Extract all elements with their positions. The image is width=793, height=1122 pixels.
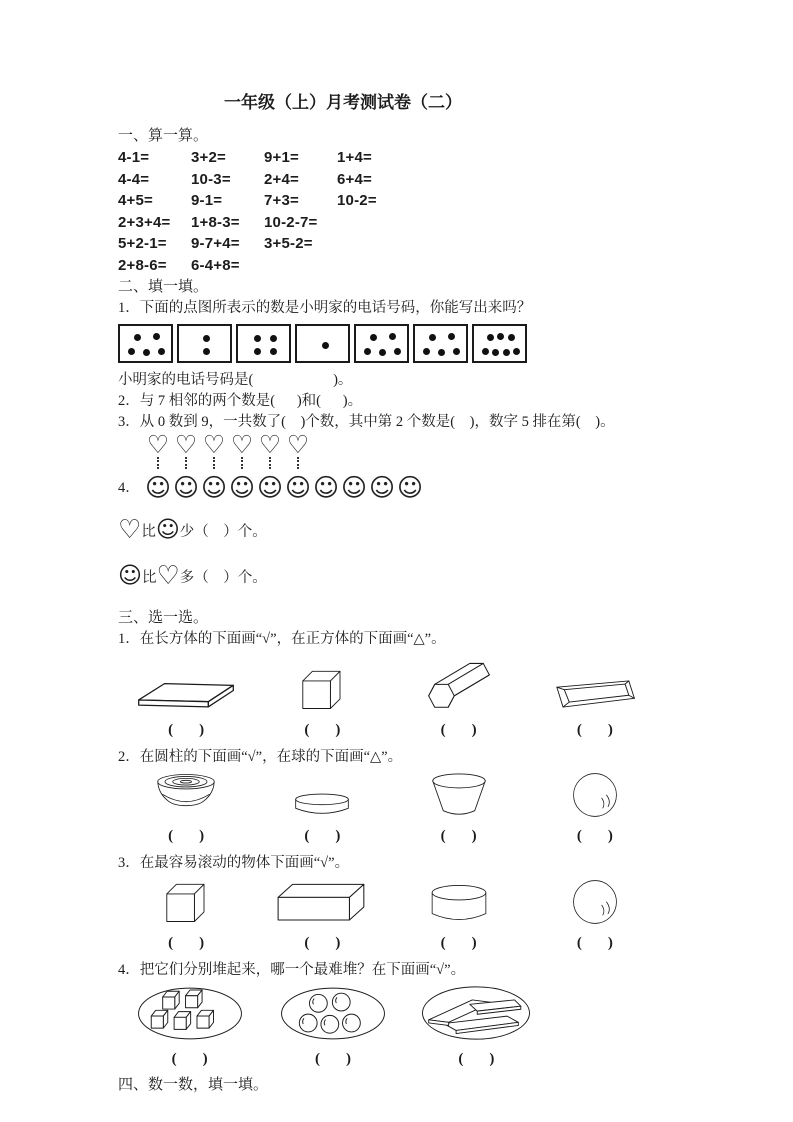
question-3-3-text: 3．在最容易滚动的物体下面画“√”。 — [118, 855, 350, 871]
heart-icon: ♡ — [118, 515, 142, 545]
equation: 10-3= — [191, 170, 231, 188]
paren-open: ( — [576, 828, 582, 844]
equation-row — [118, 147, 678, 169]
dot-card — [236, 324, 291, 363]
equation: 1+8-3= — [191, 213, 240, 231]
compare-line-2 — [118, 559, 678, 593]
heart-icon: ♡ — [156, 561, 180, 591]
dot — [438, 349, 445, 356]
section-4-heading: 四、数一数，填一填。 — [118, 1077, 269, 1093]
shape-cell — [527, 654, 663, 739]
boards-pile-figure — [420, 985, 532, 1041]
shape-cell — [118, 985, 261, 1068]
smiley-icon: ☺ — [172, 473, 200, 502]
shape-box — [572, 772, 618, 818]
heart-connector — [241, 457, 243, 469]
coil-tin-figure — [155, 772, 217, 818]
paren-close: ) — [335, 828, 341, 844]
smiley-icon: ☺ — [155, 517, 180, 543]
paren-close: ) — [335, 722, 341, 738]
question-3-2-text: 2．在圆柱的下面画“√”，在球的下面画“△”。 — [118, 749, 403, 765]
thin-slab-figure — [134, 669, 238, 712]
shape-box — [134, 654, 238, 712]
shape-cell — [254, 878, 390, 952]
dot — [370, 334, 377, 341]
paren-blank — [304, 934, 340, 952]
shape-cell — [254, 772, 390, 845]
smiley-icon: ☺ — [118, 563, 142, 589]
paren-close: ) — [335, 935, 341, 951]
dot — [270, 348, 277, 355]
equation-row — [118, 233, 678, 255]
question-2-1-text: 1．下面的点图所表示的数是小明家的电话号码，你能写出来吗？ — [118, 300, 532, 316]
compare-text: 多（ ）个。 — [179, 569, 267, 586]
dot — [394, 348, 401, 355]
dot — [497, 333, 504, 340]
dot-cards-row — [118, 324, 678, 364]
flat-cylinder-figure — [294, 793, 350, 818]
paren-open: ( — [168, 722, 174, 738]
paren-blank — [168, 934, 204, 952]
section-2-heading: 二、填一填。 — [118, 279, 209, 295]
paren-open: ( — [304, 828, 310, 844]
dot-card — [354, 324, 409, 363]
dot — [429, 334, 436, 341]
heart-connector — [213, 457, 215, 469]
heart-unit — [200, 430, 228, 469]
shape-cell — [391, 878, 527, 952]
shape-cell — [527, 878, 663, 952]
dot-card — [295, 324, 350, 363]
dot — [128, 348, 135, 355]
balls-pile-figure — [279, 986, 387, 1041]
hex-prism-figure — [423, 654, 495, 712]
equation: 10-2-7= — [264, 213, 318, 231]
compare-line-1 — [118, 513, 678, 547]
dot — [379, 349, 386, 356]
heart-icon: ♡ — [174, 430, 198, 459]
dot — [158, 348, 165, 355]
paren-close: ) — [607, 935, 613, 951]
dot — [513, 348, 520, 355]
paren-blank — [304, 721, 340, 739]
smiley-icon: ☺ — [256, 473, 284, 502]
shape-box — [430, 878, 488, 925]
dot — [453, 348, 460, 355]
dot-card — [472, 324, 527, 363]
shape-box — [431, 772, 487, 818]
paren-blank — [577, 827, 613, 845]
bucket-figure — [431, 773, 487, 818]
equation-row — [118, 169, 678, 191]
shape-box — [294, 772, 350, 818]
shape-cell — [405, 985, 548, 1068]
shape-cell — [118, 878, 254, 952]
shape-box — [162, 878, 210, 925]
equation: 5+2-1= — [118, 235, 167, 252]
paren-blank — [168, 721, 204, 739]
shape-cell — [391, 654, 527, 739]
smiley-icon: ☺ — [228, 473, 256, 502]
heart-icon: ♡ — [286, 430, 310, 459]
shape-row-4 — [118, 985, 548, 1068]
equation: 3+2= — [191, 149, 227, 166]
equation: 9-7+4= — [191, 235, 240, 252]
shape-box — [298, 654, 346, 712]
paren-blank — [315, 1050, 351, 1068]
shape-cell — [527, 772, 663, 845]
question-2-4-label: 4． — [118, 480, 140, 496]
heart-unit — [144, 430, 172, 469]
heart-connector — [297, 457, 299, 469]
frame-box-figure — [553, 676, 637, 712]
paren-open: ( — [168, 828, 174, 844]
paren-open: ( — [304, 722, 310, 738]
dot — [153, 333, 160, 340]
paren-blank — [577, 721, 613, 739]
paren-open: ( — [171, 1051, 177, 1067]
dot — [203, 335, 210, 342]
dot-card — [118, 324, 173, 363]
paren-open: ( — [576, 935, 582, 951]
dot — [487, 334, 494, 341]
ball-figure — [572, 879, 618, 925]
heart-unit — [172, 430, 200, 469]
dot-card — [177, 324, 232, 363]
cylinder-figure — [430, 884, 488, 925]
heart-icon: ♡ — [258, 430, 282, 459]
heart-icon: ♡ — [146, 430, 170, 459]
shape-box — [274, 878, 370, 925]
section-1-heading: 一、算一算。 — [118, 128, 209, 144]
dot — [423, 348, 430, 355]
dot — [503, 349, 510, 356]
smiley-icon: ☺ — [200, 473, 228, 502]
paren-close: ) — [199, 935, 205, 951]
cube-figure — [162, 879, 210, 925]
equation: 4-4= — [118, 170, 150, 188]
equation-row — [118, 255, 678, 277]
equation: 10-2= — [337, 192, 377, 209]
paren-blank — [304, 827, 340, 845]
paren-close: ) — [471, 828, 477, 844]
heart-unit — [256, 430, 284, 469]
equation: 6-4+8= — [191, 256, 240, 274]
compare-text: 少（ ）个。 — [179, 523, 267, 540]
smiley-icon: ☺ — [312, 473, 340, 502]
shape-row-2 — [118, 772, 663, 845]
paren-blank — [168, 827, 204, 845]
shape-cell — [391, 772, 527, 845]
equation: 3+5-2= — [264, 235, 313, 252]
paren-close: ) — [345, 1051, 351, 1067]
heart-unit — [284, 430, 312, 469]
paren-open: ( — [304, 935, 310, 951]
heart-icon: ♡ — [202, 430, 226, 459]
smileys-row — [118, 471, 678, 501]
equation: 7+3= — [264, 192, 300, 209]
dot — [364, 348, 371, 355]
dot — [448, 333, 455, 340]
shape-box — [420, 985, 532, 1041]
shape-box — [572, 878, 618, 925]
equation: 9-1= — [191, 192, 223, 209]
paren-close: ) — [199, 722, 205, 738]
shape-box — [423, 654, 495, 712]
compare-text: 比 — [141, 569, 157, 586]
shape-cell — [118, 654, 254, 739]
worksheet-content — [118, 88, 678, 1096]
equation: 6+4= — [337, 170, 373, 188]
smileys-group — [144, 475, 424, 501]
equation-row — [118, 212, 678, 234]
question-3-4-text: 4．把它们分别堆起来，哪一个最难堆？在下面画“√”。 — [118, 962, 466, 978]
equation: 1+4= — [337, 149, 373, 166]
smiley-icon: ☺ — [396, 473, 424, 502]
paren-open: ( — [168, 935, 174, 951]
equation: 2+3+4= — [118, 213, 171, 231]
dot — [134, 334, 141, 341]
paren-blank — [577, 934, 613, 952]
paren-open: ( — [314, 1051, 320, 1067]
cubes-pile-figure — [136, 986, 244, 1041]
dot — [203, 348, 210, 355]
paren-close: ) — [489, 1051, 495, 1067]
dot — [143, 349, 150, 356]
paren-close: ) — [471, 722, 477, 738]
shape-cell — [254, 654, 390, 739]
phone-answer-line: 小明家的电话号码是( )。 — [118, 372, 353, 388]
heart-icon: ♡ — [230, 430, 254, 459]
shape-cell — [261, 985, 404, 1068]
paren-close: ) — [471, 935, 477, 951]
page-title: 一年级（上）月考测试卷（二） — [224, 93, 462, 112]
dot — [254, 335, 261, 342]
equation: 2+4= — [264, 170, 300, 188]
smiley-icon: ☺ — [340, 473, 368, 502]
question-2-3-text: 3．从 0 数到 9，一共数了( )个数，其中第 2 个数是( )，数字 5 排在第( )。 — [118, 414, 615, 430]
shape-cell — [118, 772, 254, 845]
shape-row-1 — [118, 654, 663, 739]
paren-open: ( — [440, 935, 446, 951]
cube-figure — [298, 666, 346, 712]
dot — [322, 342, 329, 349]
paren-open: ( — [440, 828, 446, 844]
dot — [482, 348, 489, 355]
arithmetic-grid — [118, 147, 678, 276]
paren-close: ) — [607, 828, 613, 844]
paren-blank — [441, 934, 477, 952]
smiley-icon: ☺ — [144, 473, 172, 502]
shape-box — [155, 772, 217, 818]
dot — [492, 349, 499, 356]
smiley-icon: ☺ — [368, 473, 396, 502]
smiley-icon: ☺ — [284, 473, 312, 502]
heart-connector — [185, 457, 187, 469]
heart-connector — [157, 457, 159, 469]
shape-row-3 — [118, 878, 663, 952]
dot-card — [413, 324, 468, 363]
dot — [270, 335, 277, 342]
paren-blank — [441, 827, 477, 845]
paren-close: ) — [199, 828, 205, 844]
heart-connector — [269, 457, 271, 469]
paren-open: ( — [458, 1051, 464, 1067]
paren-blank — [458, 1050, 494, 1068]
shape-box — [136, 985, 244, 1041]
hearts-row — [144, 430, 678, 471]
paren-blank — [441, 721, 477, 739]
dot — [254, 348, 261, 355]
paren-open: ( — [440, 722, 446, 738]
paren-close: ) — [607, 722, 613, 738]
ball-figure — [572, 772, 618, 818]
shape-box — [279, 985, 387, 1041]
compare-text: 比 — [141, 523, 156, 540]
equation: 4-1= — [118, 149, 150, 166]
shape-box — [553, 654, 637, 712]
dot — [389, 333, 396, 340]
paren-blank — [172, 1050, 208, 1068]
question-2-2-text: 2．与 7 相邻的两个数是( )和( )。 — [118, 393, 363, 409]
paren-close: ) — [202, 1051, 208, 1067]
question-3-1-text: 1．在长方体的下面画“√”，在正方体的下面画“△”。 — [118, 631, 446, 647]
section-3-heading: 三、选一选。 — [118, 610, 209, 626]
equation: 2+8-6= — [118, 256, 167, 274]
equation-row — [118, 190, 678, 212]
dot — [508, 334, 515, 341]
heart-unit — [228, 430, 256, 469]
cuboid-figure — [274, 878, 370, 925]
paren-open: ( — [576, 722, 582, 738]
equation: 4+5= — [118, 192, 154, 209]
equation: 9+1= — [264, 149, 300, 166]
